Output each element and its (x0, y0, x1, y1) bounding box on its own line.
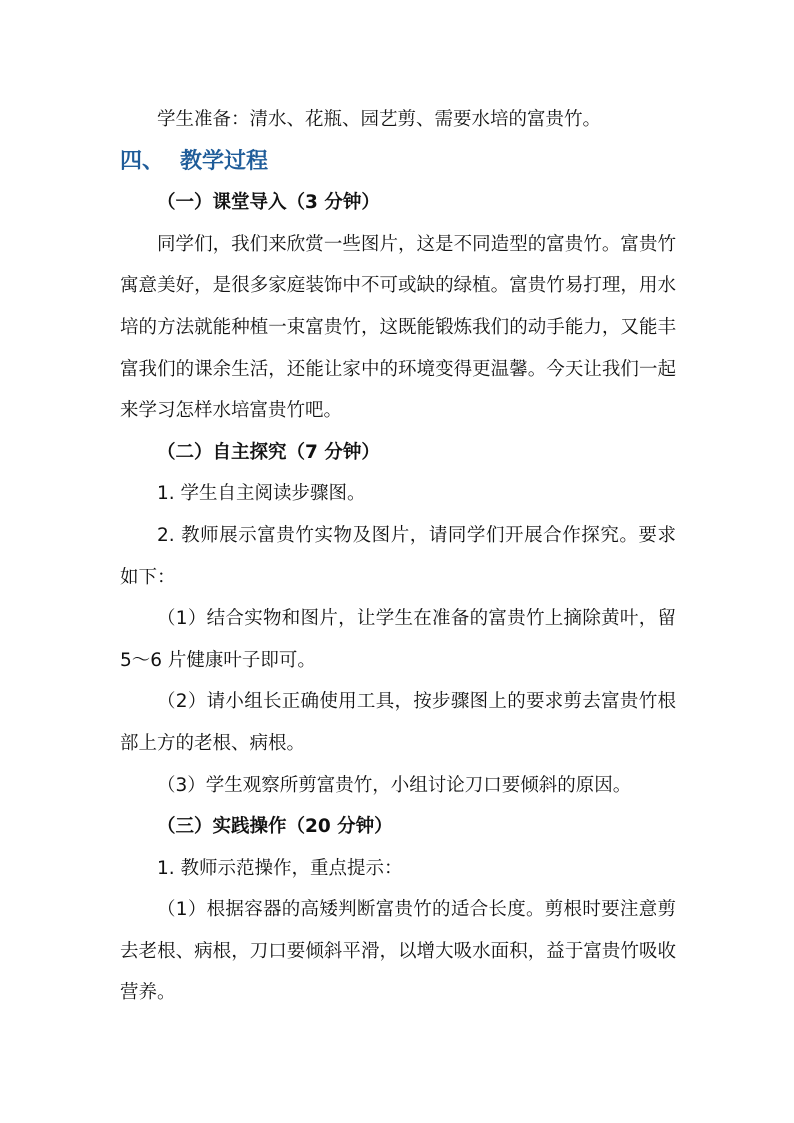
part3-item: （1）根据容器的高矮判断富贵竹的适合长度。剪根时要注意剪去老根、病根，刀口要倾斜平滑，以增大吸水面积，益于富贵竹吸收营养。 (120, 899, 676, 1004)
part2-item: （1）结合实物和图片，让学生在准备的富贵竹上摘除黄叶，留 5～6 片健康叶子即可。 (120, 608, 676, 671)
part1-heading: （一）课堂导入（3 分钟） (157, 192, 380, 214)
part3-heading: （三）实践操作（20 分钟） (157, 816, 393, 838)
part3-item: 1. 教师示范操作，重点提示： (157, 857, 403, 879)
part2-item: 2. 教师展示富贵竹实物及图片，请同学们开展合作探究。要求如下： (120, 524, 676, 588)
section-number: 四、 (120, 148, 165, 174)
document-page (120, 99, 676, 1014)
section-title: 教学过程 (180, 148, 269, 174)
student-preparation: 学生准备：清水、花瓶、园艺剪、需要水培的富贵竹。 (157, 109, 602, 130)
part2-item: 1. 学生自主阅读步骤图。 (157, 483, 366, 505)
part1-paragraph: 同学们，我们来欣赏一些图片，这是不同造型的富贵竹。富贵竹寓意美好，是很多家庭装饰中不可或缺的绿植。富贵竹易打理，用水培的方法就能种植一束富贵竹，这既能锻炼我们的动手能力，又能丰富我们的课余生活，还能让家中的环境变得更温馨。今天让我们一起来学习怎样水培富贵竹吧。 (120, 233, 676, 422)
part2-item: （3）学生观察所剪富贵竹，小组讨论刀口要倾斜的原因。 (157, 774, 632, 796)
part2-item: （2）请小组长正确使用工具，按步骤图上的要求剪去富贵竹根部上方的老根、病根。 (120, 691, 676, 754)
section-heading (120, 141, 676, 183)
part2-heading: （二）自主探究（7 分钟） (157, 441, 380, 463)
